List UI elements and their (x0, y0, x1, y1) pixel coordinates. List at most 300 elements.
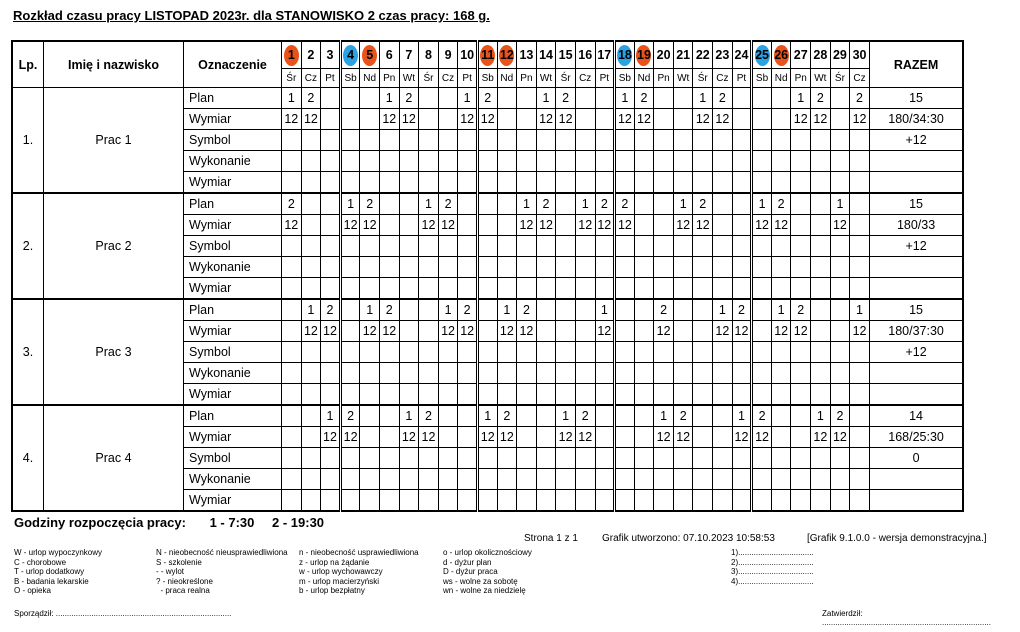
day-number-label: 2 (307, 48, 315, 62)
day-cell: 12 (713, 109, 733, 130)
day-cell (360, 342, 380, 363)
day-cell: 12 (575, 215, 595, 236)
day-10-number (458, 41, 478, 69)
day-cell: 1 (321, 405, 341, 427)
day-cell (752, 151, 772, 172)
day-number-label: 15 (558, 48, 573, 62)
day-cell: 1 (399, 405, 419, 427)
razem-cell: +12 (869, 342, 963, 363)
day-cell (282, 257, 302, 278)
day-cell (282, 130, 302, 151)
day-cell (791, 490, 811, 512)
day-cell (517, 236, 537, 257)
day-cell (438, 448, 458, 469)
day-cell (399, 151, 419, 172)
day-cell: 12 (615, 109, 635, 130)
day-cell (732, 469, 752, 490)
day-cell (399, 130, 419, 151)
day-cell (419, 172, 439, 194)
legend-col-3 (299, 548, 419, 596)
day-cell (419, 469, 439, 490)
day-cell (458, 257, 478, 278)
day-cell: 2 (360, 193, 380, 215)
day-cell (517, 257, 537, 278)
day-cell (732, 342, 752, 363)
day-cell (791, 172, 811, 194)
day-cell (536, 130, 556, 151)
day-cell: 1 (340, 193, 360, 215)
day-cell (419, 130, 439, 151)
day-23-weekday: Cz (713, 69, 733, 88)
day-cell (379, 215, 399, 236)
day-cell: 12 (399, 427, 419, 448)
day-5-number (360, 41, 380, 69)
day-cell (654, 342, 674, 363)
razem-cell: 0 (869, 448, 963, 469)
day-cell (477, 257, 497, 278)
day-number-label: 24 (734, 48, 749, 62)
day-cell (321, 130, 341, 151)
day-cell (575, 469, 595, 490)
day-14-number (536, 41, 556, 69)
day-cell (850, 384, 870, 406)
day-11-number (477, 41, 497, 69)
day-18-weekday: Sb (615, 69, 635, 88)
day-3-number (321, 41, 341, 69)
day-cell (693, 278, 713, 300)
row-label: Wykonanie (184, 469, 282, 490)
day-cell (399, 490, 419, 512)
day-cell (360, 448, 380, 469)
day-cell (301, 469, 321, 490)
day-cell (379, 342, 399, 363)
day-cell (419, 363, 439, 384)
day-6-number (379, 41, 399, 69)
day-24-weekday: Pt (732, 69, 752, 88)
day-cell (497, 151, 517, 172)
day-cell (771, 363, 791, 384)
day-cell (771, 236, 791, 257)
day-cell (713, 427, 733, 448)
day-cell (477, 215, 497, 236)
day-number-label: 26 (774, 45, 789, 66)
day-cell (595, 448, 615, 469)
day-cell: 1 (379, 88, 399, 109)
day-cell (399, 321, 419, 342)
day-cell (340, 172, 360, 194)
day-25-number (752, 41, 772, 69)
day-cell (595, 278, 615, 300)
day-cell (771, 257, 791, 278)
day-cell (321, 236, 341, 257)
day-cell (536, 172, 556, 194)
day-cell (771, 469, 791, 490)
day-cell (477, 151, 497, 172)
day-cell (477, 193, 497, 215)
day-cell (438, 427, 458, 448)
day-cell (477, 299, 497, 321)
razem-cell: 14 (869, 405, 963, 427)
day-cell (850, 427, 870, 448)
day-7-weekday: Wt (399, 69, 419, 88)
day-cell (340, 342, 360, 363)
day-cell: 12 (477, 109, 497, 130)
day-cell (732, 88, 752, 109)
day-cell (360, 257, 380, 278)
day-26-weekday: Nd (771, 69, 791, 88)
day-cell (301, 193, 321, 215)
day-9-weekday: Cz (438, 69, 458, 88)
day-cell: 2 (771, 193, 791, 215)
day-cell: 12 (732, 427, 752, 448)
day-cell (811, 172, 831, 194)
legend-item: 4).................................. (731, 576, 814, 586)
day-cell (379, 151, 399, 172)
day-number-label: 28 (813, 48, 828, 62)
day-cell (379, 257, 399, 278)
day-cell: 2 (536, 193, 556, 215)
day-cell (830, 384, 850, 406)
razem-cell (869, 490, 963, 512)
row-label: Plan (184, 88, 282, 109)
day-cell (321, 88, 341, 109)
day-cell (458, 490, 478, 512)
day-cell (575, 490, 595, 512)
day-cell (615, 299, 635, 321)
day-cell (458, 469, 478, 490)
employee-lp: 4. (12, 405, 44, 511)
day-15-weekday: Śr (556, 69, 576, 88)
day-cell: 2 (830, 405, 850, 427)
day-cell (517, 490, 537, 512)
day-cell (321, 363, 341, 384)
day-cell (321, 193, 341, 215)
day-cell: 12 (654, 321, 674, 342)
day-cell (321, 109, 341, 130)
day-cell (811, 299, 831, 321)
day-cell (477, 490, 497, 512)
day-cell (693, 172, 713, 194)
day-number-label: 16 (578, 48, 593, 62)
day-cell (654, 215, 674, 236)
legend-item: ? - nieokreślone (156, 576, 213, 586)
day-cell (575, 448, 595, 469)
day-cell (693, 321, 713, 342)
table-row (12, 405, 963, 427)
day-cell (419, 278, 439, 300)
employee-name: Prac 4 (44, 405, 184, 511)
day-cell: 12 (282, 109, 302, 130)
day-cell: 2 (791, 299, 811, 321)
day-cell: 1 (732, 405, 752, 427)
day-cell: 12 (458, 109, 478, 130)
table-row (12, 88, 963, 109)
row-label: Symbol (184, 342, 282, 363)
day-cell (654, 490, 674, 512)
day-number-label: 9 (444, 48, 452, 62)
day-cell (850, 363, 870, 384)
day-cell (615, 384, 635, 406)
day-cell (321, 172, 341, 194)
day-cell (830, 448, 850, 469)
day-cell: 12 (379, 109, 399, 130)
legend-item: N - nieobecność nieusprawiedliwiona (156, 548, 288, 557)
day-cell (654, 130, 674, 151)
day-cell (536, 278, 556, 300)
razem-cell (869, 172, 963, 194)
day-cell (634, 193, 654, 215)
day-cell (634, 130, 654, 151)
day-cell (556, 448, 576, 469)
day-cell (282, 427, 302, 448)
day-cell (713, 172, 733, 194)
day-cell (517, 172, 537, 194)
day-cell (791, 384, 811, 406)
day-cell: 12 (536, 215, 556, 236)
header-lp: Lp. (12, 41, 44, 88)
day-cell (615, 427, 635, 448)
day-cell (379, 448, 399, 469)
day-cell (438, 405, 458, 427)
day-2-number (301, 41, 321, 69)
day-cell (830, 172, 850, 194)
day-cell: 12 (301, 321, 321, 342)
day-cell: 1 (615, 88, 635, 109)
day-cell: 2 (556, 88, 576, 109)
legend-col-1 (14, 548, 102, 596)
day-cell (830, 321, 850, 342)
day-cell: 12 (399, 109, 419, 130)
day-cell: 1 (282, 88, 302, 109)
day-cell (673, 88, 693, 109)
day-cell (282, 469, 302, 490)
day-cell: 12 (595, 215, 615, 236)
day-cell (556, 193, 576, 215)
day-cell (340, 299, 360, 321)
razem-cell (869, 278, 963, 300)
day-cell (654, 151, 674, 172)
day-21-number (673, 41, 693, 69)
legend-item: C - chorobowe (14, 557, 67, 567)
day-cell (536, 405, 556, 427)
day-cell (752, 109, 772, 130)
day-1-number (282, 41, 302, 69)
day-cell (771, 130, 791, 151)
day-cell (477, 278, 497, 300)
day-cell (634, 405, 654, 427)
day-cell (713, 342, 733, 363)
day-cell (301, 448, 321, 469)
day-cell: 12 (379, 321, 399, 342)
day-cell (713, 257, 733, 278)
day-cell (321, 278, 341, 300)
day-cell: 1 (419, 193, 439, 215)
day-cell (830, 88, 850, 109)
day-cell (438, 88, 458, 109)
day-cell: 2 (497, 405, 517, 427)
hour-1: 1 - 7:30 (209, 515, 255, 530)
day-cell: 1 (673, 193, 693, 215)
day-cell (301, 405, 321, 427)
day-cell (477, 236, 497, 257)
day-cell (732, 172, 752, 194)
day-number-label: 23 (715, 48, 730, 62)
day-cell (811, 448, 831, 469)
day-cell (595, 88, 615, 109)
day-number-label: 18 (617, 45, 632, 66)
day-cell (595, 405, 615, 427)
day-cell: 12 (556, 109, 576, 130)
day-cell (379, 490, 399, 512)
day-cell (438, 469, 458, 490)
day-cell (399, 342, 419, 363)
hours-label: Godziny rozpoczęcia pracy: (14, 515, 186, 530)
day-cell (791, 130, 811, 151)
day-cell (360, 384, 380, 406)
day-cell (615, 130, 635, 151)
day-cell: 1 (811, 405, 831, 427)
day-cell (282, 342, 302, 363)
day-cell: 12 (791, 321, 811, 342)
day-cell (340, 490, 360, 512)
day-cell (458, 236, 478, 257)
day-cell (438, 130, 458, 151)
day-cell (615, 257, 635, 278)
row-label: Wymiar (184, 109, 282, 130)
day-cell (811, 193, 831, 215)
day-cell (536, 469, 556, 490)
day-cell (282, 448, 302, 469)
day-cell (850, 151, 870, 172)
day-27-number (791, 41, 811, 69)
day-cell (360, 278, 380, 300)
day-number-label: 20 (656, 48, 671, 62)
day-cell: 1 (654, 405, 674, 427)
day-cell: 1 (360, 299, 380, 321)
razem-cell: 180/37:30 (869, 321, 963, 342)
day-cell: 2 (634, 88, 654, 109)
razem-cell (869, 384, 963, 406)
signature-left: Sporządził: ............................................................................... (14, 609, 232, 618)
day-cell (282, 236, 302, 257)
day-cell (301, 363, 321, 384)
day-cell: 12 (693, 109, 713, 130)
legend-item: d - dyżur plan (443, 557, 492, 567)
employee-name: Prac 2 (44, 193, 184, 299)
day-cell (732, 193, 752, 215)
day-cell (771, 88, 791, 109)
day-cell: 12 (673, 427, 693, 448)
day-cell (850, 215, 870, 236)
day-cell (713, 405, 733, 427)
day-cell (673, 236, 693, 257)
day-cell (615, 321, 635, 342)
day-25-weekday: Sb (752, 69, 772, 88)
day-10-weekday: Pt (458, 69, 478, 88)
day-cell (693, 448, 713, 469)
day-cell (575, 130, 595, 151)
day-cell (556, 130, 576, 151)
day-cell: 12 (850, 109, 870, 130)
day-cell (477, 130, 497, 151)
day-16-weekday: Cz (575, 69, 595, 88)
day-cell (673, 342, 693, 363)
day-cell (419, 88, 439, 109)
day-cell (419, 109, 439, 130)
day-cell: 12 (811, 109, 831, 130)
day-cell (771, 109, 791, 130)
day-cell (634, 448, 654, 469)
row-label: Wymiar (184, 215, 282, 236)
day-cell (360, 88, 380, 109)
day-cell: 2 (693, 193, 713, 215)
day-17-number (595, 41, 615, 69)
day-cell (752, 172, 772, 194)
day-cell (654, 448, 674, 469)
day-3-weekday: Pt (321, 69, 341, 88)
day-cell (771, 448, 791, 469)
day-cell (693, 469, 713, 490)
day-cell (497, 215, 517, 236)
day-cell (713, 490, 733, 512)
day-cell (360, 109, 380, 130)
day-cell (379, 172, 399, 194)
day-cell: 2 (379, 299, 399, 321)
row-label: Wymiar (184, 278, 282, 300)
day-cell: 1 (301, 299, 321, 321)
legend-item: wn - wolne za niedzielę (443, 586, 526, 596)
day-number-label: 5 (362, 45, 377, 66)
legend-item: 2).................................. (731, 557, 814, 567)
day-cell (556, 490, 576, 512)
day-cell: 12 (595, 321, 615, 342)
legend-item: - praca realna (156, 586, 210, 596)
day-cell (595, 172, 615, 194)
day-cell (791, 257, 811, 278)
day-cell: 1 (575, 193, 595, 215)
day-cell (615, 151, 635, 172)
day-cell: 1 (536, 88, 556, 109)
day-cell: 12 (517, 215, 537, 236)
day-cell: 12 (477, 427, 497, 448)
day-cell (634, 384, 654, 406)
day-cell (438, 257, 458, 278)
day-cell (556, 469, 576, 490)
day-cell (458, 427, 478, 448)
day-cell: 12 (654, 427, 674, 448)
day-cell (321, 215, 341, 236)
day-cell (791, 278, 811, 300)
employee-name: Prac 1 (44, 88, 184, 194)
created-date: Grafik utworzono: 07.10.2023 10:58:53 (602, 533, 775, 544)
day-cell (732, 130, 752, 151)
day-cell (673, 109, 693, 130)
day-cell (654, 109, 674, 130)
day-cell: 12 (536, 109, 556, 130)
legend-col-4 (443, 548, 532, 596)
day-cell (811, 257, 831, 278)
row-label: Wymiar (184, 427, 282, 448)
day-cell (321, 469, 341, 490)
day-cell (536, 257, 556, 278)
day-cell (634, 172, 654, 194)
day-28-number (811, 41, 831, 69)
day-cell (497, 130, 517, 151)
day-cell (634, 151, 654, 172)
day-30-number (850, 41, 870, 69)
day-cell (752, 321, 772, 342)
day-cell (301, 130, 321, 151)
